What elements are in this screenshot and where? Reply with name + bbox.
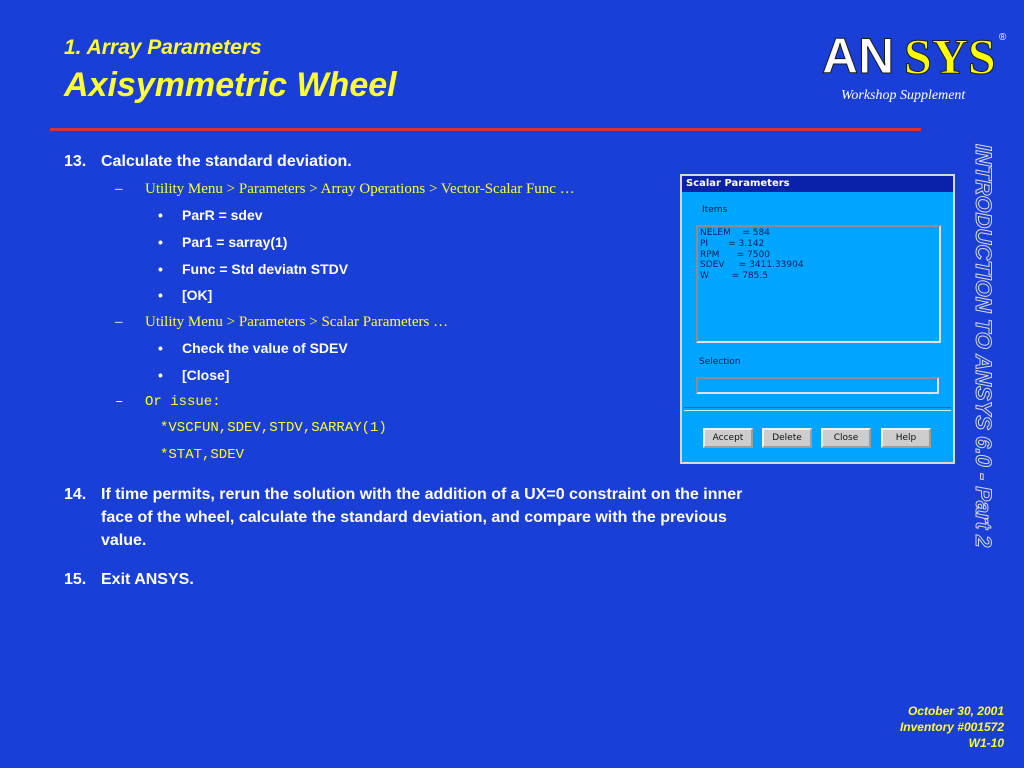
dialog-separator [684, 407, 951, 411]
bullet-dot: • [158, 367, 163, 383]
dash-marker: – [115, 181, 123, 197]
bullet-item [158, 340, 458, 360]
footer-inventory: Inventory #001572 [899, 720, 1004, 734]
dash-marker: – [115, 394, 124, 410]
step-text-line: value. [101, 532, 147, 549]
scalar-parameters-dialog [680, 174, 955, 464]
close-button[interactable]: Close [821, 428, 871, 448]
list-item[interactable]: SDEV = 3411.33904 [700, 260, 804, 271]
list-item[interactable]: RPM = 7500 [700, 249, 770, 260]
registered-mark: ® [999, 32, 1007, 43]
step-text: Exit ANSYS. [101, 571, 194, 588]
bullet-text: Par1 = sarray(1) [182, 234, 288, 250]
vertical-course-text: INTRODUCTION TO ANSYS 6.0 - Part 2 [971, 144, 996, 548]
bullet-dot: • [158, 261, 163, 277]
bullet-item [158, 207, 458, 227]
step-15 [64, 568, 364, 592]
menu-path-text: Utility Menu > Parameters > Scalar Parameters … [145, 314, 449, 330]
menu-path-vector-scalar [115, 181, 655, 201]
or-issue-text: Or issue: [145, 394, 221, 410]
menu-path-scalar-parameters [115, 314, 615, 334]
menu-path-text: Utility Menu > Parameters > Array Operations > Vector-Scalar Func … [145, 181, 575, 197]
step-13 [64, 150, 624, 174]
help-button[interactable]: Help [881, 428, 931, 448]
step-number: 15. [64, 571, 87, 588]
bullet-dot: • [158, 234, 163, 250]
bullet-text: ParR = sdev [182, 207, 263, 223]
bullet-item [158, 234, 458, 254]
workshop-supplement-label: Workshop Supplement [841, 88, 966, 103]
footer-date: October 30, 2001 [907, 704, 1004, 718]
selection-field[interactable] [696, 377, 939, 394]
step-text-line: If time permits, rerun the solution with the addition of a UX=0 constraint on the inner [101, 486, 743, 503]
list-item[interactable]: W = 785.5 [700, 271, 768, 282]
title-divider [50, 128, 921, 131]
slide-title: Axisymmetric Wheel [64, 66, 397, 104]
accept-button[interactable]: Accept [703, 428, 753, 448]
dialog-title-bar[interactable]: Scalar Parameters [682, 176, 953, 192]
bullet-item [158, 287, 458, 307]
selection-label: Selection [699, 357, 741, 367]
bullet-item [158, 367, 458, 387]
logo-an-text: AN [822, 28, 895, 84]
slide-section-title: 1. Array Parameters [64, 36, 262, 59]
step-text: Calculate the standard deviation. [101, 153, 352, 170]
bullet-dot: • [158, 287, 163, 303]
bullet-text: Func = Std deviatn STDV [182, 261, 349, 277]
bullet-item [158, 261, 458, 281]
items-label: Items [702, 205, 728, 215]
bullet-text: Check the value of SDEV [182, 340, 348, 356]
command-vscfun: *VSCFUN,SDEV,STDV,SARRAY(1) [160, 420, 387, 436]
step-number: 13. [64, 153, 87, 170]
step-number: 14. [64, 486, 87, 503]
bullet-dot: • [158, 340, 163, 356]
list-item[interactable]: PI = 3.142 [700, 238, 765, 249]
footer-page-number: W1-10 [968, 736, 1004, 750]
step-text-line: face of the wheel, calculate the standard deviation, and compare with the previous [101, 509, 727, 526]
list-item[interactable]: NELEM = 584 [700, 228, 770, 238]
bullet-dot: • [158, 207, 163, 223]
dash-marker: – [115, 314, 123, 330]
logo-sys-text: SYS [904, 28, 996, 84]
delete-button[interactable]: Delete [762, 428, 812, 448]
ansys-logo [822, 30, 1012, 82]
vertical-course-title [958, 140, 1008, 690]
or-issue-label [115, 394, 415, 414]
command-stat: *STAT,SDEV [160, 447, 245, 463]
bullet-text: [Close] [182, 367, 230, 383]
items-listbox[interactable] [696, 225, 941, 343]
step-14 [64, 483, 944, 555]
bullet-text: [OK] [182, 287, 213, 303]
